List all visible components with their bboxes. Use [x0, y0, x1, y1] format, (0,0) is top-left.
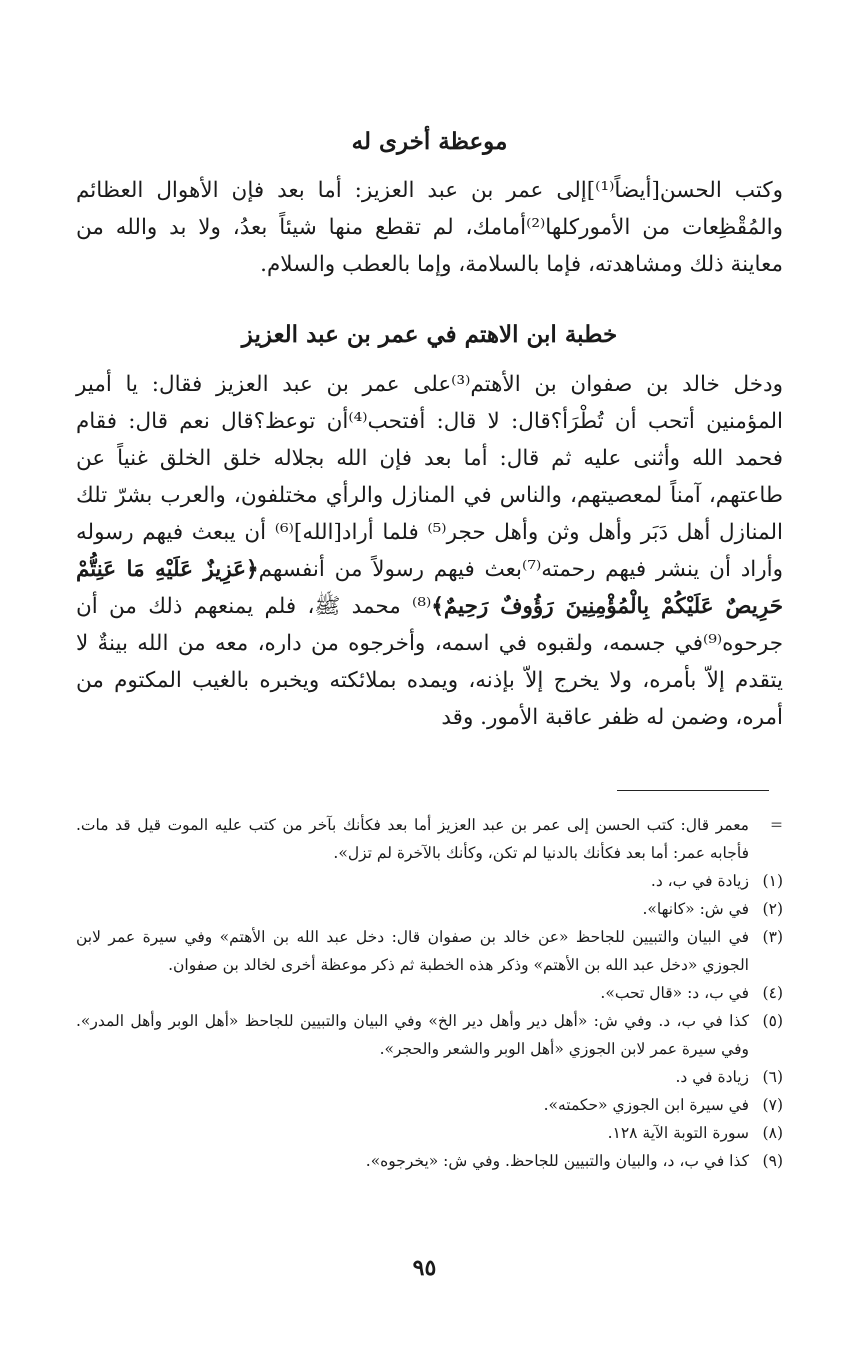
footnote-marker: (٤)	[762, 984, 783, 1002]
footnote	[76, 1007, 783, 1063]
footnote-marker: (٣)	[762, 928, 783, 946]
speech-text-before-verse: ودخل خالد بن صفوان بن الأهتم⁽³⁾على عمر بن عبد العزيز فقال: يا أمير المؤمنين أتحب أن تُطْرَأ؟قال: لا قال: أفتحب⁽⁴⁾أن توعظ؟قال نعم قال: فقام فحمد الله وأثنى عليه ثم قال: أما بعد فإن الله بجلاله خلق الخلق غنياً عن طاعتهم، آمناً لمعصيتهم، والناس في المنازل والرأي مختلفون، والعرب بشرّ تلك المنازل أهل دَبَر وأهل وثن وأهل حجر⁽⁵⁾ فلما أراد[الله]⁽⁶⁾ أن يبعث فيهم رسوله وأراد أن ينشر فيهم رحمته⁽⁷⁾بعث فيهم رسولاً من أنفسهم	[76, 372, 783, 582]
footnote-continuation	[76, 811, 783, 867]
footnote-text: في ب، د: «قال تحب».	[600, 984, 749, 1002]
footnote	[76, 979, 783, 1007]
footnote-text: كذا في ب، د. وفي ش: «أهل دير وأهل دير الخ» وفي البيان والتبيين للجاحظ «أهل الوبر وأهل المدر». وفي سيرة عمر لابن الجوزي «أهل الوبر والشعر والحجر».	[76, 1012, 749, 1058]
footnote-text: زيادة في ب، د.	[650, 872, 749, 890]
footnote	[76, 895, 783, 923]
section-heading-ibn-alahtam: خطبة ابن الاهتم في عمر بن عبد العزيز	[241, 321, 618, 348]
footnote-text: زيادة في د.	[675, 1068, 749, 1086]
paragraph-khalid-speech	[76, 366, 783, 736]
section-heading-sermon: موعظة أخرى له	[351, 128, 508, 155]
footnote-text: في ش: «كانها».	[642, 900, 749, 918]
footnote-marker: =	[770, 816, 783, 834]
footnote	[76, 1119, 783, 1147]
footnote	[76, 923, 783, 979]
footnote	[76, 867, 783, 895]
footnote	[76, 1147, 783, 1175]
footnote-marker: (٦)	[762, 1068, 783, 1086]
quran-verse: ﴿عَزِيزٌ عَلَيْهِ مَا عَنِتُّمْ حَرِيصٌ عَلَيْكُمْ بِالْمُؤْمِنِينَ رَؤُوفٌ رَحِيمٌ﴾	[76, 557, 783, 619]
footnote-text: كذا في ب، د، والبيان والتبيين للجاحظ. وفي ش: «يخرجوه».	[365, 1152, 749, 1170]
footnotes	[76, 811, 783, 1175]
footnote-text: في سيرة ابن الجوزي «حكمته».	[543, 1096, 749, 1114]
footnote-marker: (٥)	[762, 1012, 783, 1030]
footnote-marker: (٩)	[762, 1152, 783, 1170]
footnote-text: معمر قال: كتب الحسن إلى عمر بن عبد العزيز أما بعد فكأنك بآخر من كتب عليه الموت قيل قد مات. فأجابه عمر: أما بعد فكأنك بالدنيا لم تكن، وكأنك بالآخرة لم تزل».	[76, 816, 749, 862]
footnote-marker: (٧)	[762, 1096, 783, 1114]
footnote-marker: (٢)	[762, 900, 783, 918]
footnote-marker: (٨)	[762, 1124, 783, 1142]
footnote-separator	[617, 790, 769, 791]
footnote	[76, 1063, 783, 1091]
footnote-marker: (١)	[762, 872, 783, 890]
page-number: ٩٥	[412, 1255, 437, 1281]
footnote-text: في البيان والتبيين للجاحظ «عن خالد بن صفوان قال: دخل عبد الله بن الأهتم» وفي سيرة عمر لابن الجوزي «دخل عبد الله بن الأهتم» وذكر هذه الخطبة ثم ذكر موعظة أخرى لخالد بن صفوان.	[76, 928, 749, 974]
speech-text-after-verse: ⁽⁸⁾ محمد ﷺ، فلم يمنعهم ذلك من أن جرحوه⁽⁹⁾في جسمه، ولقبوه في اسمه، وأخرجوه من داره، معه من الله بينةٌ لا يتقدم إلاّ بأمره، ولا يخرج إلاّ بإذنه، ويمده بملائكته ويخبره بالغيب المكتوم من أمره، وضمن له ظفر عاقبة الأمور. وقد	[76, 594, 783, 730]
paragraph-hasan-letter: وكتب الحسن[أيضاً⁽¹⁾]إلى عمر بن عبد العزيز: أما بعد فإن الأهوال العظائم والمُقْظِعات من الأموركلها⁽²⁾أمامك، لم تقطع منها شيئاً بعدُ، ولا بد والله من معاينة ذلك ومشاهدته، فإما بالسلامة، وإما بالعطب والسلام.	[76, 178, 783, 277]
footnote	[76, 1091, 783, 1119]
footnote-text: سورة التوبة الآية ١٢٨.	[607, 1124, 749, 1142]
